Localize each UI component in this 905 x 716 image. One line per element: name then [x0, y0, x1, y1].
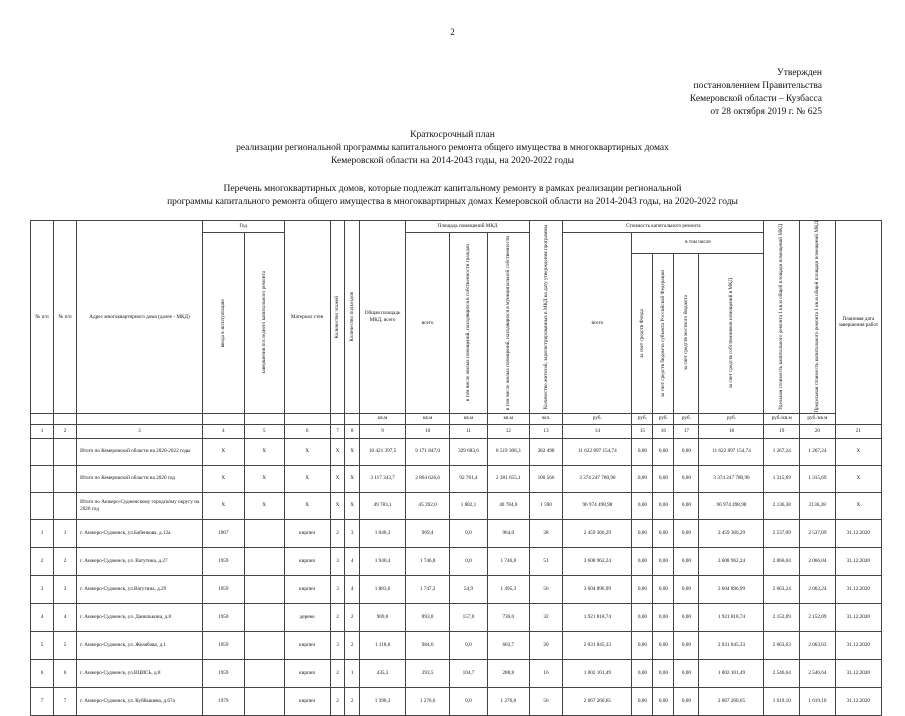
table-cell: 3: [345, 519, 360, 547]
table-cell: 49 783,1: [360, 492, 406, 519]
col-header-deadline: Плановая дата завершения работ: [835, 221, 881, 425]
unit-cell: кв.м: [406, 413, 450, 424]
table-cell: 1 883,6: [360, 575, 406, 603]
col-number: 11: [450, 424, 488, 438]
table-cell: 2: [345, 631, 360, 659]
table-cell: 0,00: [632, 687, 653, 715]
approval-block: [690, 67, 822, 119]
table-cell: 2: [54, 547, 77, 575]
table-cell: 2: [345, 687, 360, 715]
table-cell: 3 604 896,99: [699, 575, 764, 603]
table-cell: 31.12.2020: [835, 519, 881, 547]
table-cell: 1950: [202, 603, 244, 631]
table-cell: 157,0: [450, 603, 488, 631]
table-cell: 1 746,8: [487, 547, 529, 575]
col-header-cost-fund: за счет средств Фонда: [632, 253, 653, 413]
table-cell: 0,00: [674, 575, 699, 603]
table-cell: 0,00: [632, 492, 653, 519]
table-cell: 0,0: [450, 687, 488, 715]
table-cell: дерево: [284, 603, 330, 631]
table-cell: 1 002 101,49: [699, 659, 764, 687]
table-cell: 1 747,2: [406, 575, 450, 603]
table-cell: 3 374 247 780,90: [563, 465, 632, 492]
table-row: [31, 631, 882, 659]
table-cell: 2 063,63: [764, 631, 800, 659]
table-cell: X: [244, 492, 284, 519]
table-cell: 2 152,09: [764, 603, 800, 631]
table-cell: 2 537,09: [800, 519, 836, 547]
table-cell: 51: [529, 547, 563, 575]
approval-line: от 28 октября 2019 г. № 625: [710, 107, 822, 117]
col-header-cost-regional: за счет средств бюджета субъекта Российской Федерации: [653, 253, 674, 413]
table-cell: кирпич: [284, 575, 330, 603]
table-cell: 11 622 897 154,74: [563, 438, 632, 465]
table-cell: 7: [54, 687, 77, 715]
table-cell: 1 619,10: [800, 687, 836, 715]
table-cell: 1 398,3: [360, 687, 406, 715]
title-line: Кемеровской области на 2014-2043 годы, на 2020-2022 годы: [331, 156, 574, 166]
col-number: 7: [330, 424, 345, 438]
table-cell: X: [202, 492, 244, 519]
table-cell: 393,5: [406, 659, 450, 687]
table-cell: 1 276,6: [406, 687, 450, 715]
subtitle-line: программы капитального ремонта общего имущества в многоквартирных домах Кемеровской области на 2014-2043 годы, на 2020-2022 годы: [167, 197, 738, 207]
col-number: 14: [563, 424, 632, 438]
table-cell: 4: [31, 603, 54, 631]
table-cell: 3: [330, 631, 345, 659]
table-cell: 1967: [202, 519, 244, 547]
table-cell: 45 392,0: [406, 492, 450, 519]
table-cell: 1 315,69: [800, 465, 836, 492]
col-header-unit-cost: Удельная стоимость капитального ремонта 1 кв.м общей площади помещений МКД: [764, 221, 800, 414]
unit-cell: руб.: [699, 413, 764, 424]
table-cell: 0,00: [632, 603, 653, 631]
col-header-entrances: Количество подъездов: [345, 221, 360, 414]
subtitle-line: Перечень многоквартирных домов, которые подлежат капитальному ремонту в рамках реализации региональной: [223, 184, 682, 194]
table-cell: 2 546,64: [764, 659, 800, 687]
table-cell: 0,0: [450, 519, 488, 547]
col-number: 8: [345, 424, 360, 438]
table-cell: 3 117 343,7: [360, 465, 406, 492]
table-cell: 2 063,24: [800, 575, 836, 603]
page-number: 2: [450, 27, 455, 37]
table-cell: 288,8: [487, 659, 529, 687]
col-number: 3: [77, 424, 203, 438]
col-header-area-group: Площадь помещений МКД: [406, 221, 530, 233]
col-header-cost-local: за счет средств местного бюджета: [674, 253, 699, 413]
table-cell: 0,00: [632, 519, 653, 547]
col-header-num2: № п/п: [54, 221, 77, 414]
table-cell: 31.12.2020: [835, 631, 881, 659]
table-cell: [31, 465, 54, 492]
table-cell: 0,00: [674, 438, 699, 465]
table-cell: 1979: [202, 687, 244, 715]
approval-line: Утвержден: [777, 68, 822, 78]
table-cell: 3: [330, 575, 345, 603]
address-cell: г. Анжеро-Судженск, ул.Ватутина, д.29: [77, 575, 203, 603]
unit-cell: руб.: [632, 413, 653, 424]
table-cell: 435,3: [360, 659, 406, 687]
table-cell: 0,00: [674, 492, 699, 519]
houses-table: [30, 220, 882, 716]
col-number: 18: [699, 424, 764, 438]
table-cell: 11 622 897 154,74: [699, 438, 764, 465]
table-cell: 31.12.2020: [835, 687, 881, 715]
table-cell: 329 683,6: [450, 438, 488, 465]
table-cell: 0,00: [674, 659, 699, 687]
col-header-year-commission: ввода в эксплуатацию: [202, 233, 244, 414]
table-cell: 603,7: [487, 631, 529, 659]
table-cell: 4: [345, 575, 360, 603]
table-cell: 40 784,0: [487, 492, 529, 519]
unit-cell: руб.: [563, 413, 632, 424]
col-header-year-last-repair: завершения последнего капитального ремонта: [244, 233, 284, 414]
table-cell: 1: [31, 519, 54, 547]
table-cell: 0,00: [653, 519, 674, 547]
table-cell: 1959: [202, 547, 244, 575]
address-cell: г. Анжеро-Судженск, ул.Бабенкова, д.12а: [77, 519, 203, 547]
table-cell: 1959: [202, 631, 244, 659]
table-cell: 1 002 101,49: [563, 659, 632, 687]
table-cell: 2 067 260,65: [699, 687, 764, 715]
table-cell: [244, 547, 284, 575]
table-cell: [54, 465, 77, 492]
table-cell: 5: [54, 631, 77, 659]
table-cell: 4: [345, 547, 360, 575]
table-cell: 6: [54, 659, 77, 687]
table-cell: X: [284, 438, 330, 465]
table-cell: 1959: [202, 659, 244, 687]
table-row: [31, 547, 882, 575]
table-cell: [31, 438, 54, 465]
table-cell: 2 031 845,33: [699, 631, 764, 659]
table-cell: 0,0: [450, 547, 488, 575]
table-cell: 0,00: [674, 631, 699, 659]
table-cell: X: [202, 438, 244, 465]
summary-label: Итого по Кемеровской области на 2020 год: [77, 465, 203, 492]
table-cell: 2 136,38: [764, 492, 800, 519]
table-cell: 96 974 498,98: [699, 492, 764, 519]
table-cell: 0,00: [653, 659, 674, 687]
col-number: 20: [800, 424, 836, 438]
unit-cell: кв.м: [360, 413, 406, 424]
table-cell: 2 381 655,1: [487, 465, 529, 492]
table-cell: 984,6: [406, 631, 450, 659]
table-cell: 1 590: [529, 492, 563, 519]
col-number: 16: [653, 424, 674, 438]
table-cell: 0,00: [674, 465, 699, 492]
col-number: 13: [529, 424, 563, 438]
summary-row: [31, 465, 882, 492]
table-cell: кирпич: [284, 659, 330, 687]
col-header-cost-total: всего: [563, 233, 632, 414]
unit-cell: руб.: [674, 413, 699, 424]
table-cell: 31.12.2020: [835, 547, 881, 575]
table-cell: 3 374 247 780,90: [699, 465, 764, 492]
table-cell: 0,0: [450, 631, 488, 659]
table-cell: 3: [54, 575, 77, 603]
document-title: [0, 129, 905, 168]
table-cell: 0,00: [632, 465, 653, 492]
col-header-residents: Количество жителей, зарегистрированных в МКД на дату утверждения программы: [529, 221, 563, 414]
table-cell: 0,00: [632, 547, 653, 575]
table-cell: X: [330, 492, 345, 519]
col-number: 15: [632, 424, 653, 438]
table-cell: 7: [31, 687, 54, 715]
table-cell: 2: [330, 659, 345, 687]
col-number: 12: [487, 424, 529, 438]
address-cell: г. Анжеро-Судженск, ул. Ватутина, д.27: [77, 547, 203, 575]
table-cell: [244, 687, 284, 715]
table-cell: 736,0: [487, 603, 529, 631]
unit-cell: руб./кв.м: [764, 413, 800, 424]
table-cell: 969,0: [360, 603, 406, 631]
table-cell: 0,00: [653, 547, 674, 575]
table-cell: 16: [529, 659, 563, 687]
title-line: реализации региональной программы капитального ремонта общего имущества в многоквартирных домах: [236, 143, 669, 153]
table-cell: 20: [529, 631, 563, 659]
unit-cell: руб./кв.м: [800, 413, 836, 424]
col-header-limit-cost: Предельная стоимость капитального ремонта 1 кв.м общей площади помещений МКД: [800, 221, 836, 414]
table-cell: X: [835, 438, 881, 465]
table-cell: 382 498: [529, 438, 563, 465]
table-cell: 4: [54, 603, 77, 631]
address-cell: г. Анжеро-Судженск, ул. Желябова, д.1: [77, 631, 203, 659]
table-cell: [54, 492, 77, 519]
table-cell: кирпич: [284, 519, 330, 547]
table-cell: [54, 438, 77, 465]
table-cell: 2 459 366,29: [563, 519, 632, 547]
table-cell: 54,9: [450, 575, 488, 603]
table-cell: [244, 575, 284, 603]
table-cell: [244, 519, 284, 547]
col-number: 1: [31, 424, 54, 438]
table-row: [31, 519, 882, 547]
table-cell: 0,00: [653, 603, 674, 631]
table-cell: 104,7: [450, 659, 488, 687]
table-cell: 0,00: [632, 659, 653, 687]
table-cell: X: [244, 465, 284, 492]
table-cell: X: [284, 465, 330, 492]
table-cell: 5: [31, 631, 54, 659]
title-line: Краткосрочный план: [410, 130, 495, 140]
approval-line: Кемеровской области – Кузбасса: [689, 94, 822, 104]
table-cell: 1 267,24: [764, 438, 800, 465]
col-number: 2: [54, 424, 77, 438]
table-row: [31, 687, 882, 715]
table-cell: 2: [31, 547, 54, 575]
table-cell: 32: [529, 603, 563, 631]
address-cell: г. Анжеро-Судженск, ул. Куйбышева, д.67а: [77, 687, 203, 715]
table-cell: [31, 492, 54, 519]
table-cell: 2 459 366,29: [699, 519, 764, 547]
table-cell: 1 746,8: [406, 547, 450, 575]
table-cell: 0,00: [653, 575, 674, 603]
table-cell: X: [284, 492, 330, 519]
table-cell: 6: [31, 659, 54, 687]
table-cell: 2: [330, 603, 345, 631]
table-cell: 969,4: [406, 519, 450, 547]
unit-cell: кв.м: [487, 413, 529, 424]
col-header-wall: Материал стен: [284, 221, 330, 414]
table-cell: 10 421 397,5: [360, 438, 406, 465]
col-number: 9: [360, 424, 406, 438]
table-cell: 0,00: [653, 631, 674, 659]
table-cell: X: [835, 492, 881, 519]
table-cell: 1 921 818,74: [563, 603, 632, 631]
col-header-year: Год: [202, 221, 284, 233]
table-cell: 38: [529, 519, 563, 547]
table-cell: 3 604 896,99: [563, 575, 632, 603]
table-cell: 1 315,69: [764, 465, 800, 492]
table-cell: 0,00: [632, 438, 653, 465]
summary-row: [31, 492, 882, 519]
table-cell: 2 066,04: [764, 547, 800, 575]
table-cell: X: [345, 465, 360, 492]
table-cell: 56: [529, 687, 563, 715]
table-row: [31, 603, 882, 631]
table-cell: 1 048,3: [360, 519, 406, 547]
table-cell: 1 276,8: [487, 687, 529, 715]
table-cell: 2 031 845,33: [563, 631, 632, 659]
table-cell: 2: [345, 603, 360, 631]
col-header-num: № п/п: [31, 221, 54, 414]
col-number: 21: [835, 424, 881, 438]
table-cell: 0,00: [674, 519, 699, 547]
table-cell: 0,00: [674, 687, 699, 715]
col-number: 17: [674, 424, 699, 438]
table-cell: 0,00: [674, 547, 699, 575]
table-cell: 31.12.2020: [835, 659, 881, 687]
col-header-cost-group: Стоимость капитального ремонта: [563, 221, 764, 233]
col-number: 6: [284, 424, 330, 438]
col-number: 10: [406, 424, 450, 438]
table-cell: 2 864 626,6: [406, 465, 450, 492]
table-cell: 0,00: [674, 603, 699, 631]
table-cell: 2 063,63: [800, 631, 836, 659]
address-cell: г. Анжеро-Судженск, ул. Данилькина, д.8: [77, 603, 203, 631]
table-cell: 2: [330, 687, 345, 715]
table-cell: 2: [330, 519, 345, 547]
col-header-cost-owners: за счет средств собственников помещений в МКД: [699, 253, 764, 413]
col-header-floors: Количество этажей: [330, 221, 345, 414]
units-row: [31, 413, 882, 424]
table-cell: 0,00: [653, 492, 674, 519]
table-cell: кирпич: [284, 631, 330, 659]
table-cell: 1 118,6: [360, 631, 406, 659]
table-cell: 0,00: [653, 687, 674, 715]
table-cell: 1: [54, 519, 77, 547]
table-row: [31, 575, 882, 603]
table-cell: 3 608 962,24: [699, 547, 764, 575]
table-cell: 31.12.2020: [835, 575, 881, 603]
table-cell: 1 882,1: [450, 492, 488, 519]
unit-cell: чел.: [529, 413, 563, 424]
col-header-cost-incl: в том числе: [632, 233, 764, 254]
table-cell: 2 066,04: [800, 547, 836, 575]
table-cell: 1 921 818,74: [699, 603, 764, 631]
table-cell: 0,00: [632, 575, 653, 603]
document-subtitle: [0, 183, 905, 209]
table-cell: X: [835, 465, 881, 492]
unit-cell: кв.м: [450, 413, 488, 424]
table-cell: X: [202, 465, 244, 492]
table-cell: 1 619,10: [764, 687, 800, 715]
col-header-address: Адрес многоквартирного дома (далее - МКД): [77, 221, 203, 414]
table-cell: 1: [345, 659, 360, 687]
table-cell: 96 974 498,98: [563, 492, 632, 519]
col-number: 5: [244, 424, 284, 438]
address-cell: г. Анжеро-Судженск, ул.ВЦИСЬ, д.8: [77, 659, 203, 687]
table-cell: 1 495,3: [487, 575, 529, 603]
table-cell: [244, 603, 284, 631]
table-cell: 56: [529, 575, 563, 603]
col-number: 19: [764, 424, 800, 438]
table-cell: 3: [330, 547, 345, 575]
table-cell: 9 171 847,0: [406, 438, 450, 465]
table-cell: 8 519 308,3: [487, 438, 529, 465]
table-cell: [244, 631, 284, 659]
table-cell: [244, 659, 284, 687]
table-cell: X: [330, 438, 345, 465]
table-cell: X: [244, 438, 284, 465]
table-cell: 893,0: [406, 603, 450, 631]
col-header-area-total: всего: [406, 233, 450, 414]
col-number: 4: [202, 424, 244, 438]
col-header-area-municipal: в том числе жилых помещений, находящихся в муниципальной собственности: [487, 233, 529, 414]
table-cell: 3: [31, 575, 54, 603]
table-cell: 0,00: [632, 631, 653, 659]
table-cell: кирпич: [284, 687, 330, 715]
table-cell: 0,00: [653, 465, 674, 492]
table-cell: кирпич: [284, 547, 330, 575]
col-header-area-private: в том числе жилых помещений, находящихся в собственности граждан: [450, 233, 488, 414]
table-cell: 2 063,24: [764, 575, 800, 603]
table-cell: 1959: [202, 575, 244, 603]
approval-line: постановлением Правительства: [693, 81, 822, 91]
table-cell: 3 608 962,24: [563, 547, 632, 575]
summary-row: [31, 438, 882, 465]
table-cell: 31.12.2020: [835, 603, 881, 631]
summary-label: Итого по Анжеро-Судженскому городскому округу на 2020 год: [77, 492, 203, 519]
unit-cell: руб.: [653, 413, 674, 424]
summary-label: Итого по Кемеровской области на 2020-2022 годы: [77, 438, 203, 465]
table-cell: 964,0: [487, 519, 529, 547]
table-cell: 2 546,64: [800, 659, 836, 687]
table-cell: 2 067 260,65: [563, 687, 632, 715]
column-numbers-row: [31, 424, 882, 438]
table-cell: 2 152,09: [800, 603, 836, 631]
table-cell: 1 940,4: [360, 547, 406, 575]
table-cell: 2136,38: [800, 492, 836, 519]
table-cell: X: [345, 438, 360, 465]
table-cell: 100 566: [529, 465, 563, 492]
table-cell: 2 537,09: [764, 519, 800, 547]
table-cell: 92 761,4: [450, 465, 488, 492]
table-row: [31, 659, 882, 687]
col-header-total-area: Общая площадь МКД, всего: [360, 221, 406, 414]
table-cell: X: [345, 492, 360, 519]
table-cell: 0,00: [653, 438, 674, 465]
table-cell: 1 267,24: [800, 438, 836, 465]
table-cell: X: [330, 465, 345, 492]
